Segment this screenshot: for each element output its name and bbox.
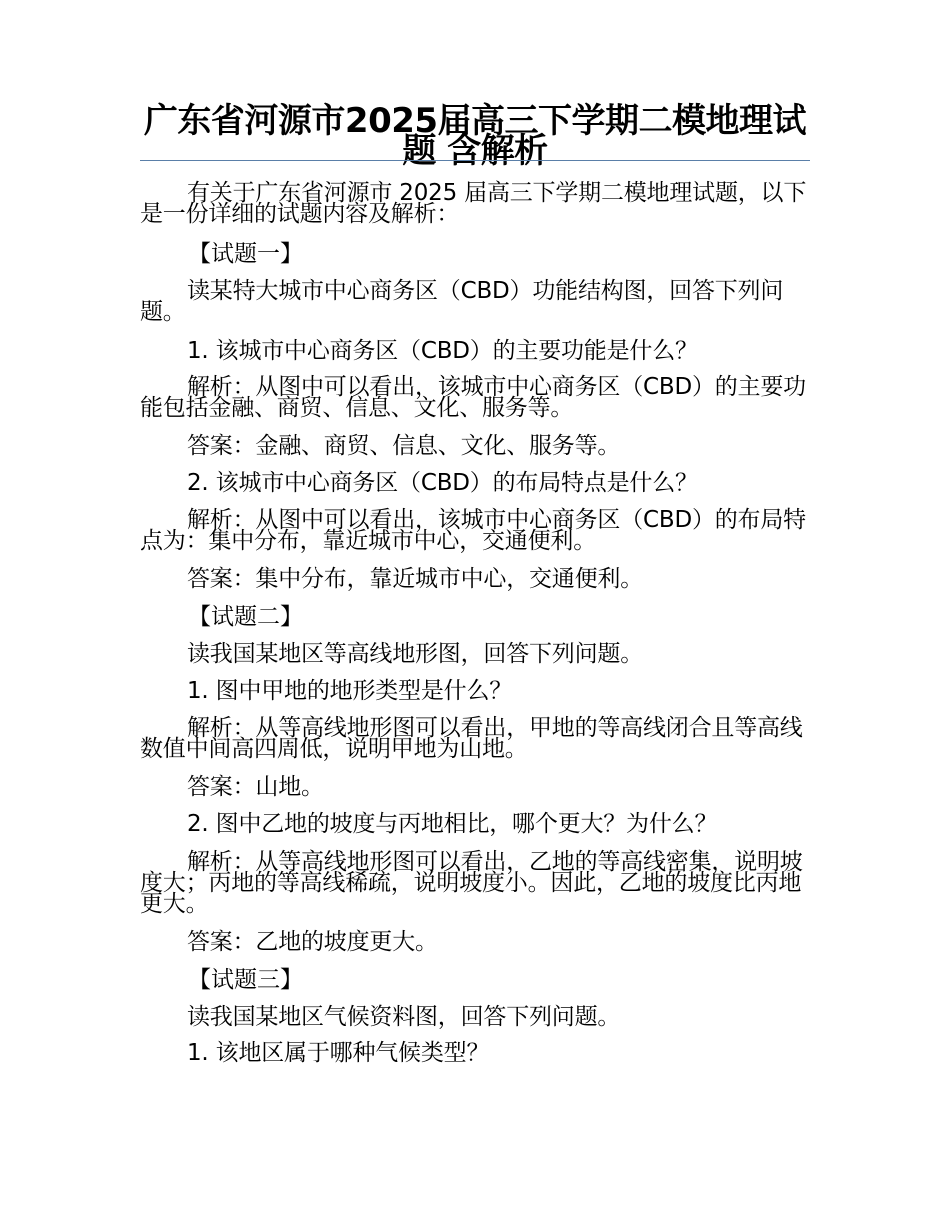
q2-sub1-answer: 答案：山地。 [187,774,324,800]
section-heading-2: 【试题二】 [188,604,303,630]
section-heading-1: 【试题一】 [188,241,303,267]
q3-sub1-question: 1. 该地区属于哪种气候类型？ [187,1040,490,1066]
q2-sub2-answer: 答案：乙地的坡度更大。 [187,929,438,955]
title-divider [140,160,810,161]
q2-sub1-question: 1. 图中甲地的地形类型是什么？ [187,678,513,704]
q1-sub2-explanation: 解析：从图中可以看出，该城市中心商务区（CBD）的布局特点为：集中分布，靠近城市中心，交通便利。 [140,507,806,554]
q2-sub1-explanation: 解析：从等高线地形图可以看出，甲地的等高线闭合且等高线数值中间高四周低，说明甲地为山地。 [140,715,803,762]
q2-prompt: 读我国某地区等高线地形图，回答下列问题。 [187,641,644,667]
intro-paragraph: 有关于广东省河源市 2025 届高三下学期二模地理试题，以下是一份详细的试题内容及解析： [140,180,807,227]
document-title: 广东省河源市2025届高三下学期二模地理试题 含解析 [143,101,807,171]
q1-sub1-question: 1. 该城市中心商务区（CBD）的主要功能是什么？ [187,338,698,364]
q1-sub1-explanation: 解析：从图中可以看出，该城市中心商务区（CBD）的主要功能包括金融、商贸、信息、文化、服务等。 [140,374,806,421]
q2-sub2-question: 2. 图中乙地的坡度与丙地相比，哪个更大？为什么？ [187,811,718,837]
q2-sub2-explanation: 解析：从等高线地形图可以看出，乙地的等高线密集，说明坡度大；丙地的等高线稀疏，说明坡度小。因此，乙地的坡度比丙地更大。 [140,849,803,917]
q1-sub1-answer: 答案：金融、商贸、信息、文化、服务等。 [187,433,621,459]
q1-sub2-question: 2. 该城市中心商务区（CBD）的布局特点是什么？ [187,470,698,496]
q1-sub2-answer: 答案：集中分布，靠近城市中心，交通便利。 [187,566,644,592]
q1-prompt: 读某特大城市中心商务区（CBD）功能结构图，回答下列问题。 [140,278,784,325]
section-heading-3: 【试题三】 [188,967,303,993]
q3-prompt: 读我国某地区气候资料图，回答下列问题。 [187,1004,621,1030]
